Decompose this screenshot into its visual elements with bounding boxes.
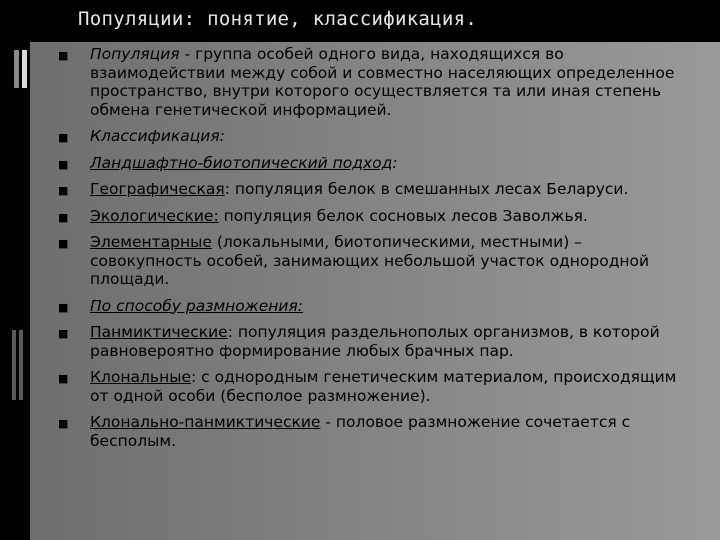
square-bullet-icon: ■ — [58, 327, 69, 340]
square-bullet-icon: ■ — [58, 184, 69, 197]
decor-bar — [19, 330, 23, 400]
term-label: Элементарные — [90, 233, 212, 251]
square-bullet-icon: ■ — [58, 210, 69, 224]
square-bullet-icon: ■ — [58, 157, 69, 171]
square-bullet-icon: ■ — [58, 131, 69, 144]
square-bullet-icon: ■ — [58, 417, 69, 430]
term-label: По способу размножения: — [90, 296, 304, 315]
item-text: : популяция раздельнополых организмов, в которой равновероятно формирование любых брачных пар. — [90, 323, 660, 360]
title-bar — [0, 0, 720, 42]
term-label: Ландшафтно-биотопический подход — [90, 153, 393, 172]
bullet-list — [58, 45, 698, 458]
term-label: Клонально-панмиктические — [90, 413, 321, 431]
list-item — [58, 297, 698, 316]
term-label: Экологические: — [90, 206, 219, 225]
list-item — [58, 207, 698, 226]
decor-bar — [22, 50, 27, 88]
item-text: - группа особей одного вида, находящихся во взаимодействии между собой и совместно населяющих определенное пространство, внутри которого осуществляется та или иная степень обмена генетической информацией. — [90, 45, 675, 119]
list-item — [58, 233, 698, 289]
slide-title: Популяции: понятие, классификация. — [78, 8, 478, 30]
item-text: популяция белок сосновых лесов Заволжья. — [218, 206, 588, 225]
list-item — [58, 127, 698, 146]
list-item — [58, 368, 698, 405]
decor-bar — [14, 50, 19, 88]
left-strip — [0, 0, 28, 540]
decor-bar — [12, 330, 16, 400]
list-item — [58, 180, 698, 199]
list-item — [58, 413, 698, 450]
item-text: : популяция белок в смешанных лесах Беларуси. — [224, 180, 629, 198]
term-label: Географическая — [90, 180, 225, 198]
term-label: Популяция — [90, 45, 180, 63]
square-bullet-icon: ■ — [58, 49, 69, 62]
term-label: Классификация — [90, 127, 220, 145]
square-bullet-icon: ■ — [58, 237, 69, 250]
term-label: Панмиктические — [90, 323, 228, 341]
item-text: : с однородным генетическим материалом, происходящим от одной особи (бесполое размножение). — [90, 368, 677, 405]
item-text: : — [219, 127, 225, 145]
term-label: Клональные — [90, 368, 191, 386]
square-bullet-icon: ■ — [58, 372, 69, 385]
item-text: : — [392, 153, 398, 172]
item-text: - половое размножение сочетается с бесполым. — [90, 413, 631, 450]
item-text: (локальными, биотопическими, местными) – совокупность особей, занимающих небольшой участок однородной площади. — [90, 233, 650, 288]
square-bullet-icon: ■ — [58, 300, 69, 314]
list-item — [58, 323, 698, 360]
list-item — [58, 154, 698, 173]
list-item — [58, 45, 698, 119]
